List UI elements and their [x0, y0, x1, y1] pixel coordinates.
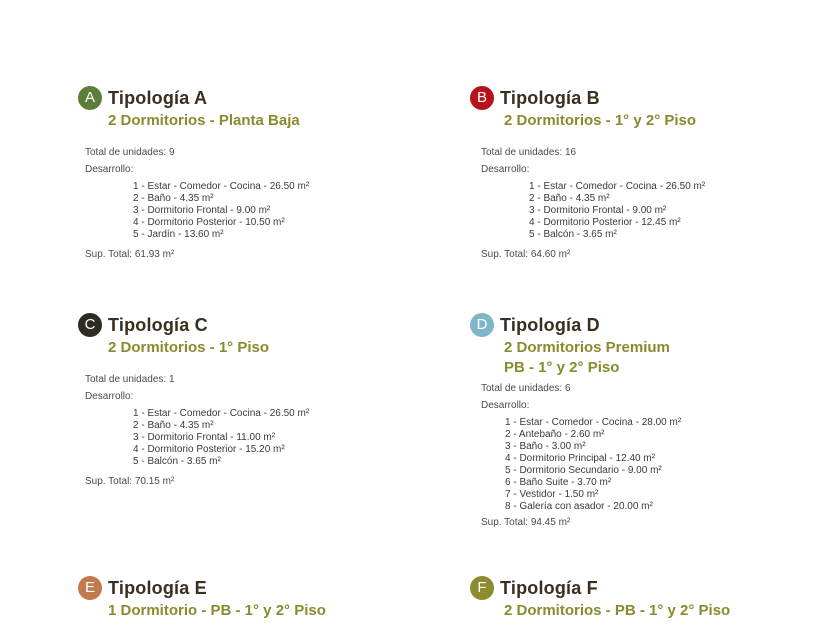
- surface-total: Sup. Total: 64.60 m²: [481, 249, 571, 260]
- development-label: Desarrollo:: [481, 164, 530, 175]
- card-title: Tipología F: [500, 577, 598, 598]
- card-subtitle: 2 Dormitorios - 1° y 2° Piso: [504, 112, 697, 129]
- letter-badge: E: [78, 576, 102, 600]
- card-tipologia-c: [78, 313, 438, 487]
- card-subtitle-floors: PB - 1° y 2° Piso: [504, 359, 620, 376]
- room-list: [529, 181, 830, 241]
- list-item: 3 - Dormitorio Frontal - 9.00 m²: [529, 205, 667, 216]
- card-header: [78, 576, 438, 600]
- card-tipologia-d: [470, 313, 830, 528]
- card-tipologia-b: [470, 86, 830, 260]
- list-item: 4 - Dormitorio Posterior - 15.20 m²: [133, 444, 285, 455]
- list-item: 2 - Baño - 4.35 m²: [133, 193, 214, 204]
- list-item: 3 - Dormitorio Frontal - 9.00 m²: [133, 205, 271, 216]
- list-item: 2 - Baño - 4.35 m²: [133, 420, 214, 431]
- list-item: 3 - Baño - 3.00 m²: [505, 441, 586, 452]
- card-title: Tipología D: [500, 314, 600, 335]
- card-subtitle: 2 Dormitorios Premium: [504, 339, 670, 356]
- room-list: [133, 181, 438, 241]
- list-item: 2 - Baño - 4.35 m²: [529, 193, 610, 204]
- list-item: 4 - Dormitorio Principal - 12.40 m²: [505, 453, 656, 464]
- card-tipologia-a: [78, 86, 438, 260]
- surface-total: Sup. Total: 61.93 m²: [85, 249, 175, 260]
- card-subtitle: 2 Dormitorios - Planta Baja: [108, 112, 300, 129]
- list-item: 8 - Galería con asador - 20.00 m²: [505, 501, 653, 512]
- letter-badge: C: [78, 313, 102, 337]
- development-label: Desarrollo:: [85, 391, 134, 402]
- card-tipologia-e: [78, 576, 438, 620]
- card-header: [470, 86, 830, 110]
- list-item: 5 - Balcón - 3.65 m²: [133, 456, 221, 467]
- card-subtitle: 1 Dormitorio - PB - 1° y 2° Piso: [108, 602, 326, 619]
- list-item: 3 - Dormitorio Frontal - 11.00 m²: [133, 432, 276, 443]
- units-total: Total de unidades: 6: [481, 383, 571, 394]
- list-item: 4 - Dormitorio Posterior - 10.50 m²: [133, 217, 285, 228]
- card-subtitle: 2 Dormitorios - 1° Piso: [108, 339, 270, 356]
- card-header: [470, 313, 830, 337]
- letter-badge: A: [78, 86, 102, 110]
- letter-badge: B: [470, 86, 494, 110]
- units-total: Total de unidades: 16: [481, 147, 577, 158]
- development-label: Desarrollo:: [481, 400, 530, 411]
- card-tipologia-f: [470, 576, 830, 620]
- card-title: Tipología A: [108, 87, 208, 108]
- list-item: 5 - Jardín - 13.60 m²: [133, 229, 224, 240]
- list-item: 4 - Dormitorio Posterior - 12.45 m²: [529, 217, 681, 228]
- room-list: [133, 408, 438, 468]
- list-item: 2 - Antebaño - 2.60 m²: [505, 429, 605, 440]
- letter-badge: D: [470, 313, 494, 337]
- room-list: [505, 417, 830, 513]
- card-header: [78, 313, 438, 337]
- list-item: 1 - Estar - Comedor - Cocina - 26.50 m²: [133, 181, 310, 192]
- units-total: Total de unidades: 9: [85, 147, 175, 158]
- card-header: [78, 86, 438, 110]
- card-title: Tipología B: [500, 87, 600, 108]
- card-title: Tipología E: [108, 577, 207, 598]
- list-item: 5 - Balcón - 3.65 m²: [529, 229, 617, 240]
- card-header: [470, 576, 830, 600]
- list-item: 7 - Vestidor - 1.50 m²: [505, 489, 599, 500]
- list-item: 1 - Estar - Comedor - Cocina - 26.50 m²: [529, 181, 706, 192]
- letter-badge: F: [470, 576, 494, 600]
- list-item: 6 - Baño Suite - 3.70 m²: [505, 477, 612, 488]
- list-item: 1 - Estar - Comedor - Cocina - 26.50 m²: [133, 408, 310, 419]
- units-total: Total de unidades: 1: [85, 374, 175, 385]
- card-subtitle: 2 Dormitorios - PB - 1° y 2° Piso: [504, 602, 731, 619]
- development-label: Desarrollo:: [85, 164, 134, 175]
- surface-total: Sup. Total: 94.45 m²: [481, 517, 571, 528]
- card-title: Tipología C: [108, 314, 208, 335]
- list-item: 1 - Estar - Comedor - Cocina - 28.00 m²: [505, 417, 682, 428]
- list-item: 5 - Dormitorio Secundario - 9.00 m²: [505, 465, 662, 476]
- surface-total: Sup. Total: 70.15 m²: [85, 476, 175, 487]
